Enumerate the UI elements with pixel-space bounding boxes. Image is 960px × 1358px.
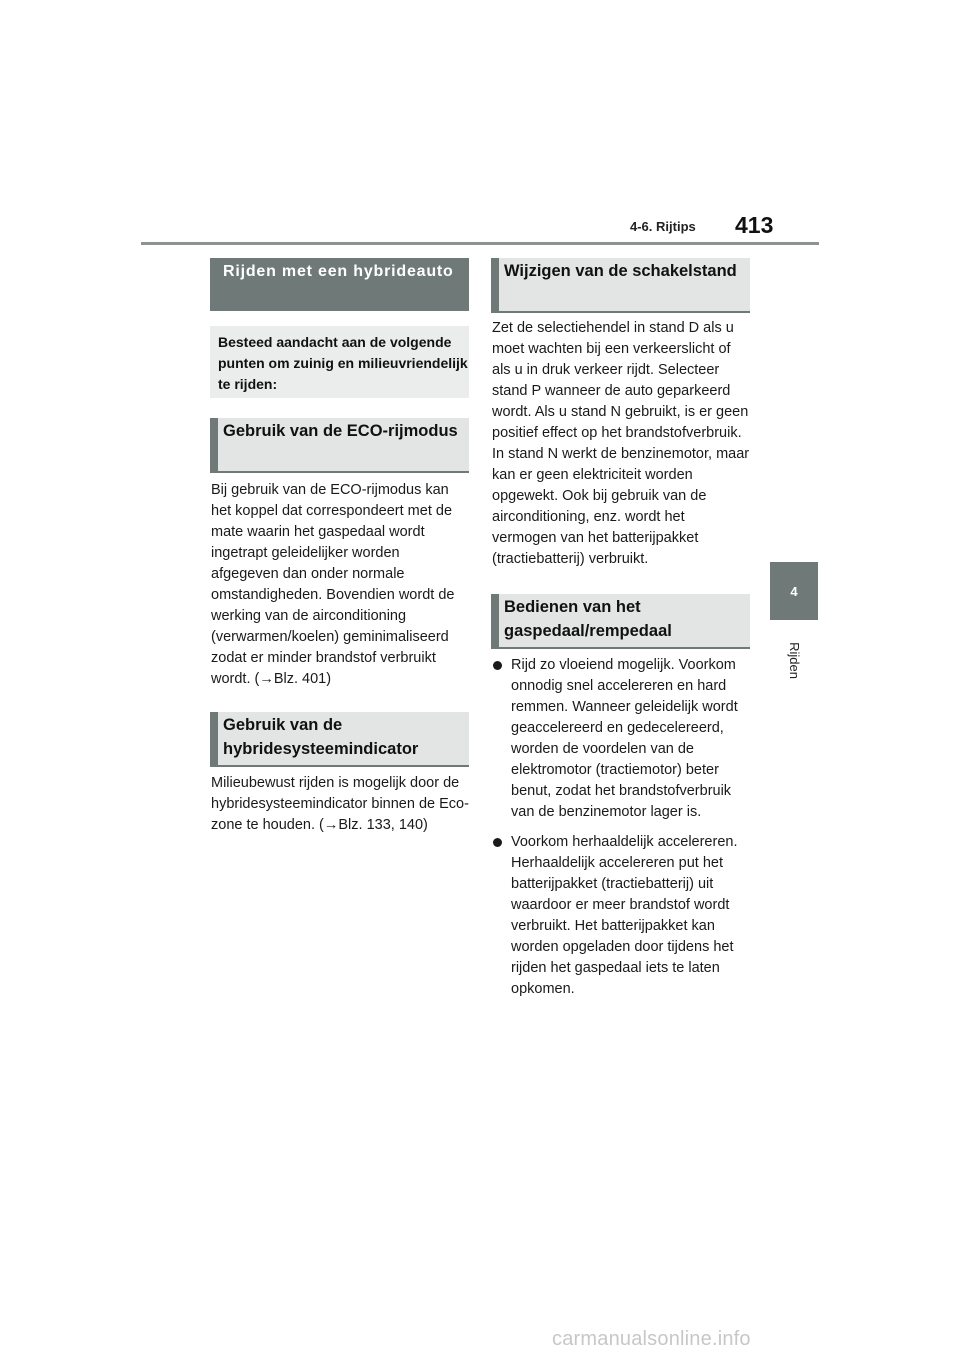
heading-shift-position: Wijzigen van de schakelstand xyxy=(491,258,750,313)
section-label: 4-6. Rijtips xyxy=(630,219,696,234)
pedal-tips-list xyxy=(492,655,750,1009)
chapter-number: 4 xyxy=(790,583,798,599)
watermark: carmanualsonline.info xyxy=(552,1328,751,1350)
main-heading: Rijden met een hybrideauto xyxy=(210,258,469,311)
list-item xyxy=(492,832,750,1000)
chapter-title: Rijden xyxy=(786,641,802,679)
hybrid-indicator-text: Milieubewust rijden is mogelijk door de hybridesysteemindicator binnen de Eco-zone te houden. (→Blz. 133, 140) xyxy=(211,775,469,833)
intro-box: Besteed aandacht aan de volgende punten om zuinig en milieuvriendelijk te rijden: xyxy=(210,326,469,398)
heading-pedals: Bedienen van het gaspedaal/rempedaal xyxy=(491,594,750,649)
bullet-dot xyxy=(493,661,502,670)
list-item-text: Rijd zo vloeiend mogelijk. Voorkom onnodig snel accelereren en hard remmen. Wanneer geleidelijk wordt geaccelereerd en gedecelereerd, worden de voordelen van de elektromotor (tractiemotor) beter benut, zodat het brandstofverbruik van de benzinemotor lager is. xyxy=(511,657,738,820)
heading-hybrid-indicator: Gebruik van de hybridesysteemindicator xyxy=(210,712,469,767)
eco-mode-text: Bij gebruik van de ECO-rijmodus kan het koppel dat correspondeert met de mate waarin het gaspedaal wordt ingetrapt geleidelijker worden afgegeven dan onder normale omstandigheden. Bovendien wordt de werking van de airconditioning (verwarmen/koelen) geminimaliseerd zodat er minder brandstof verbruikt wordt. (→Blz. 401) xyxy=(211,482,455,687)
shift-position-text: Zet de selectiehendel in stand D als u moet wachten bij een verkeerslicht of als u in druk verkeer rijdt. Selecteer stand P wanneer de auto geparkeerd wordt. Als u stand N gebruikt, is er geen positief effect op het brandstofverbruik. In stand N werkt de benzinemotor, maar kan er geen elektriciteit worden opgewekt. Ook bij gebruik van de airconditioning, enz. wordt het vermogen van het batterijpakket (tractiebatterij) verbruikt. xyxy=(492,320,750,567)
header-rule xyxy=(141,242,819,245)
chapter-label xyxy=(770,630,818,690)
list-item-text: Voorkom herhaaldelijk accelereren. Herhaaldelijk accelereren put het batterijpakket (tractiebatterij) uit waardoor er meer brandstof wordt verbruikt. Het batterijpakket kan worden opgeladen door tijdens het rijden het gaspedaal iets te laten opkomen. xyxy=(511,834,738,997)
bullet-dot xyxy=(493,838,502,847)
page-number: 413 xyxy=(735,212,774,238)
chapter-tab xyxy=(770,562,818,620)
list-item xyxy=(492,655,750,823)
heading-eco-mode: Gebruik van de ECO-rijmodus xyxy=(210,418,469,473)
